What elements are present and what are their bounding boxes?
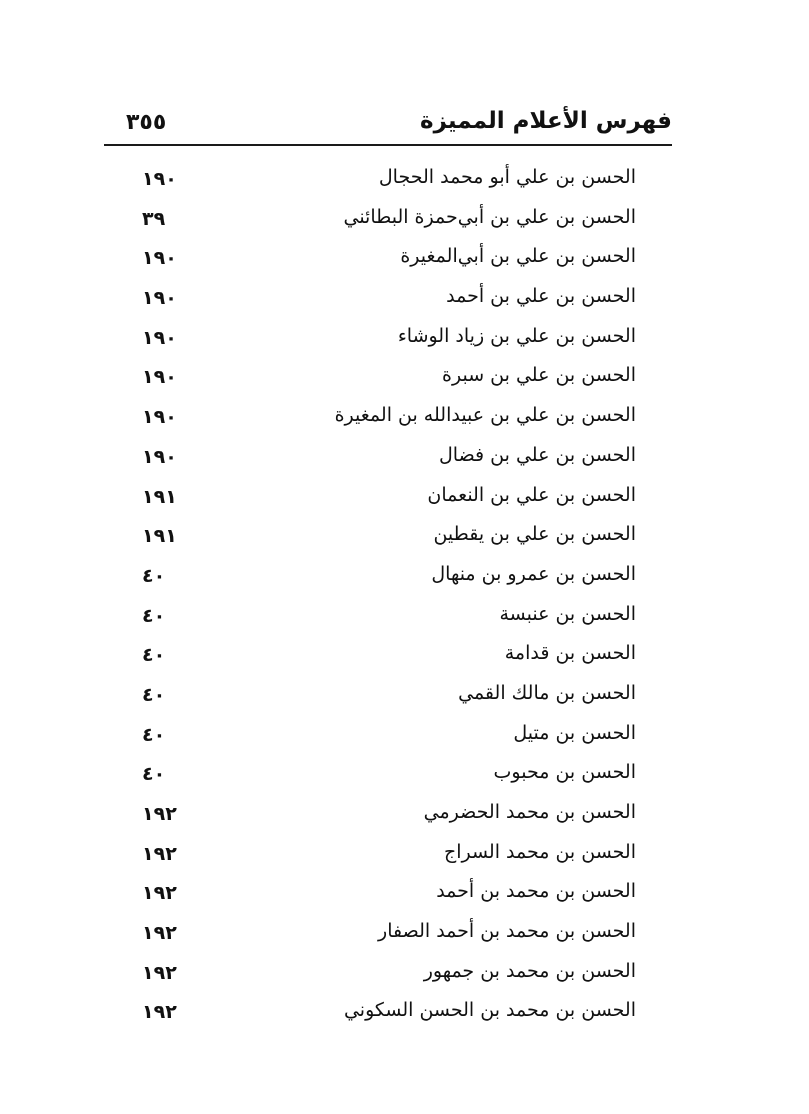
index-entry [104, 993, 672, 1033]
entry-page-number: ١٩٠ [142, 247, 177, 270]
entry-page-number: ١٩٠ [142, 326, 177, 349]
entry-page-number: ٤٠ [142, 723, 166, 746]
index-entry [104, 517, 672, 557]
entry-name: الحسن بن علي بن أبي‌المغيرة [400, 245, 636, 268]
index-entry [104, 874, 672, 914]
entry-name: الحسن بن محبوب [493, 761, 636, 784]
entry-name: الحسن بن قدامة [504, 642, 636, 665]
entry-page-number: ١٩٠ [142, 445, 177, 468]
entry-page-number: ١٩٢ [142, 1001, 177, 1024]
entry-page-number: ١٩١ [142, 485, 177, 508]
index-entry [104, 319, 672, 359]
index-entry [104, 557, 672, 597]
index-entry [104, 676, 672, 716]
entry-name: الحسن بن مالك القمي [458, 681, 636, 704]
entry-name: الحسن بن محمد بن الحسن السكوني [343, 999, 636, 1022]
entry-page-number: ٤٠ [142, 763, 166, 786]
entry-page-number: ٤٠ [142, 683, 166, 706]
entry-page-number: ١٩٢ [142, 922, 177, 945]
index-entry [104, 755, 672, 795]
entry-name: الحسن بن علي بن سبرة [442, 364, 636, 387]
entry-page-number: ١٩١ [142, 525, 177, 548]
entry-name: الحسن بن عمرو بن منهال [431, 562, 636, 585]
entry-name: الحسن بن محمد بن جمهور [423, 959, 636, 982]
entry-name: الحسن بن علي بن أحمد [446, 285, 636, 308]
index-entry [104, 954, 672, 994]
entry-name: الحسن بن محمد السراج [443, 840, 636, 863]
index-entry [104, 279, 672, 319]
entry-page-number: ١٩٠ [142, 366, 177, 389]
index-entry [104, 398, 672, 438]
index-entry [104, 239, 672, 279]
entry-page-number: ١٩٠ [142, 287, 177, 310]
entry-name: الحسن بن علي بن أبي‌حمزة البطائني [343, 205, 636, 228]
page-header [104, 100, 672, 146]
index-entry [104, 597, 672, 637]
entry-page-number: ١٩٠ [142, 406, 177, 429]
entry-name: الحسن بن علي بن زياد الوشاء [397, 324, 636, 347]
entry-page-number: ٤٠ [142, 604, 166, 627]
entry-page-number: ١٩٢ [142, 882, 177, 905]
entry-page-number: ١٩٢ [142, 803, 177, 825]
entry-page-number: ١٩٢ [142, 842, 177, 865]
index-entry [104, 478, 672, 518]
index-entry [104, 358, 672, 398]
index-entry [104, 636, 672, 676]
entry-page-number: ٤٠ [142, 644, 166, 667]
page-title: فهرس الأعلام المميزة [420, 108, 672, 134]
entry-name: الحسن بن علي بن فضال [438, 443, 636, 466]
entry-name: الحسن بن متيل [513, 721, 636, 744]
entry-name: الحسن بن علي أبو محمد الحجال [378, 166, 636, 188]
index-entry [104, 795, 672, 835]
index-entry [104, 835, 672, 875]
entry-page-number: ١٩٢ [142, 961, 177, 984]
entry-page-number: ٤٠ [142, 564, 166, 587]
index-list [104, 160, 672, 1033]
entry-name: الحسن بن علي بن النعمان [427, 483, 636, 506]
index-entry [104, 914, 672, 954]
index-entry [104, 438, 672, 478]
entry-name: الحسن بن عنبسة [499, 602, 636, 625]
index-entry [104, 716, 672, 756]
entry-name: الحسن بن محمد بن أحمد الصفار [378, 920, 636, 943]
entry-name: الحسن بن محمد بن أحمد [436, 880, 636, 903]
entry-name: الحسن بن علي بن يقطين [433, 523, 636, 546]
entry-page-number: ١٩٠ [142, 168, 177, 190]
entry-page-number: ٣٩ [142, 207, 166, 230]
index-entry [104, 200, 672, 240]
index-entry [104, 160, 672, 200]
entry-name: الحسن بن محمد الحضرمي [423, 801, 636, 823]
entry-name: الحسن بن علي بن عبيدالله بن المغيرة [334, 404, 636, 427]
page-number: ٣٥٥ [126, 110, 167, 135]
